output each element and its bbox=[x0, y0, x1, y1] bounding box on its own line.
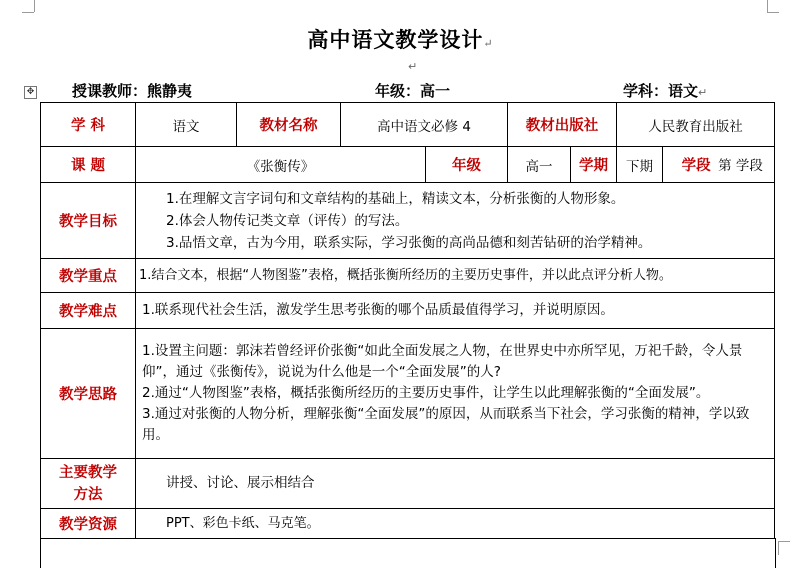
table-continuation bbox=[40, 538, 776, 568]
term-label: 学期 bbox=[571, 147, 617, 183]
lesson-value: 《张衡传》 bbox=[136, 147, 426, 183]
grade-info: 年级：高一 bbox=[375, 82, 451, 100]
subject-label: 学 科 bbox=[41, 103, 136, 147]
grade-label: 年级 bbox=[426, 147, 508, 183]
row-approach bbox=[41, 329, 775, 459]
methods-content: 讲授、讨论、展示相结合 bbox=[136, 459, 775, 509]
publisher-value: 人民教育出版社 bbox=[617, 103, 775, 147]
lesson-design-table bbox=[40, 102, 775, 539]
approach-label: 教学思路 bbox=[41, 329, 136, 459]
goal-item: 2.体会人物传记类文章（评传）的写法。 bbox=[166, 212, 409, 229]
document-title: 高中语文教学设计↵ bbox=[307, 27, 494, 52]
approach-content bbox=[136, 329, 775, 459]
goals-label: 教学目标 bbox=[41, 183, 136, 259]
row-lesson bbox=[41, 147, 775, 183]
table-move-handle-icon[interactable]: ✥ bbox=[24, 86, 37, 99]
crop-mark-bottom-right-h bbox=[778, 541, 790, 542]
textbook-value: 高中语文必修 4 bbox=[341, 103, 508, 147]
grade-value: 高一 bbox=[508, 147, 571, 183]
goal-item: 3.品悟文章，古为今用，联系实际，学习张衡的高尚品德和刻苦钻研的治学精神。 bbox=[166, 234, 652, 251]
subject-info: 学科：语文↵ bbox=[623, 82, 708, 100]
crop-mark-top-right-v bbox=[767, 0, 768, 12]
approach-item: 3.通过对张衡的人物分析，理解张衡“全面发展”的原因，从而联系当下社会，学习张衡的精神，学以致用。 bbox=[142, 406, 750, 443]
crop-mark-top-right-h bbox=[767, 12, 779, 13]
approach-item: 2.通过“人物图鉴”表格，概括张衡所经历的主要历史事件，让学生以此理解张衡的“全面发展”。 bbox=[142, 385, 710, 401]
crop-mark-top-left-h bbox=[22, 12, 34, 13]
row-goals bbox=[41, 183, 775, 259]
publisher-label: 教材出版社 bbox=[508, 103, 617, 147]
row-subject bbox=[41, 103, 775, 147]
goal-item: 1.在理解文言字词句和文章结构的基础上，精读文本，分析张衡的人物形象。 bbox=[166, 190, 625, 207]
key-points-label: 教学重点 bbox=[41, 259, 136, 293]
period-label: 学段 bbox=[681, 158, 711, 174]
lesson-label: 课 题 bbox=[41, 147, 136, 183]
teacher-info: 授课教师：熊静夷 bbox=[72, 82, 193, 100]
subject-value: 语文 bbox=[136, 103, 237, 147]
crop-mark-top-left-v bbox=[34, 0, 35, 12]
crop-mark-bottom-right-v bbox=[778, 541, 779, 555]
difficulties-label: 教学难点 bbox=[41, 293, 136, 329]
row-methods bbox=[41, 459, 775, 509]
resources-content: PPT、彩色卡纸、马克笔。 bbox=[136, 509, 775, 539]
period-cell bbox=[663, 147, 775, 183]
term-value: 下期 bbox=[617, 147, 663, 183]
textbook-label: 教材名称 bbox=[237, 103, 341, 147]
key-points-content: 1.结合文本，根据“人物图鉴”表格，概括张衡所经历的主要历史事件，并以此点评分析人物。 bbox=[136, 259, 775, 293]
row-key-points bbox=[41, 259, 775, 293]
difficulties-content: 1.联系现代社会生活，激发学生思考张衡的哪个品质最值得学习，并说明原因。 bbox=[136, 293, 775, 329]
resources-label: 教学资源 bbox=[41, 509, 136, 539]
row-resources bbox=[41, 509, 775, 539]
approach-item: 1.设置主问题：郭沫若曾经评价张衡“如此全面发展之人物，在世界史中亦所罕见，万祀千龄，令人景仰”，通过《张衡传》，说说为什么他是一个“全面发展”的人? bbox=[142, 343, 743, 380]
paragraph-mark: ↵ bbox=[408, 60, 418, 73]
row-difficulties bbox=[41, 293, 775, 329]
methods-label: 主要教学 方法 bbox=[41, 459, 136, 509]
period-value: 第 学段 bbox=[718, 158, 763, 174]
goals-content bbox=[136, 183, 775, 259]
